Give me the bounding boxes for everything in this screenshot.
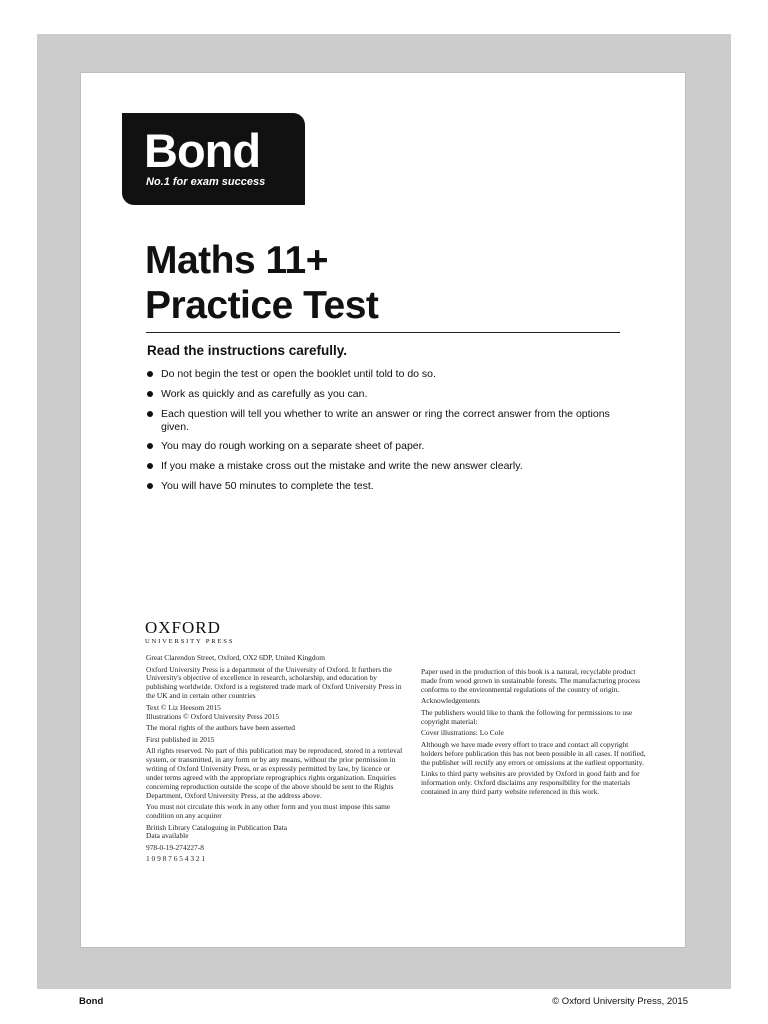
instruction-item: You will have 50 minutes to complete the test. [146,480,616,493]
imprint-moral-rights: The moral rights of the authors have been asserted [146,723,295,733]
imprint-thanks: The publishers would like to thank the following for permissions to use copyright material: [421,707,633,726]
instruction-item: If you make a mistake cross out the mistake and write the new answer clearly. [146,460,616,473]
instruction-item: You may do rough working on a separate sheet of paper. [146,440,616,453]
footer-copyright: © Oxford University Press, 2015 [552,996,688,1007]
logo-tagline: No.1 for exam success [146,176,266,188]
imprint-address: Great Clarendon Street, Oxford, OX2 6DP, United Kingdom [146,653,325,662]
imprint-first-published: First published in 2015 [146,734,215,744]
instruction-item: Do not begin the test or open the booklet until told to do so. [146,368,616,381]
oxford-logo [145,619,234,646]
imprint-rights-reserved: All rights reserved. No part of this publication may be reproduced, stored in a retrieval system, or transmitted, in any form or by any means, without the prior permission in writing of Oxford University Press, or as expressly permitted by law, by licence or under terms agreed with the appropriate reprographics rights organization. Enquiries concerning reproduction outside the scope of the above should be sent to the Rights Department, Oxford University Press, at the address above. [146,746,403,800]
logo-brand: Bond [144,124,261,177]
instruction-item: Each question will tell you whether to write an answer or ring the correct answer from the options given. [146,408,616,434]
imprint-print-line: 1 0 9 8 7 6 5 4 3 2 1 [146,854,206,864]
imprint-left-column [146,654,408,867]
title-line-2: Practice Test [145,284,379,327]
instructions-list [146,368,616,500]
oxford-subname: UNIVERSITY PRESS [145,638,235,645]
imprint-cataloguing: British Library Cataloguing in Publication Data Data available [146,822,288,841]
instructions-heading: Read the instructions carefully. [147,343,348,358]
footer-brand: Bond [79,996,104,1007]
imprint-third-party-links: Links to third party websites are provided by Oxford in good faith and for information only. Oxford disclaims any responsibility for the materials contained in any third party website referenced in this work. [421,769,640,796]
imprint-cover-credit: Cover illustrations: Lo Cole [421,728,504,738]
imprint-copyright-holders: Although we have made every effort to trace and contact all copyright holders before publication this has not been possible in all cases. If notified, the publisher will rectify any errors or omissions at the earliest opportunity. [421,739,646,767]
instruction-item: Work as quickly and as carefully as you can. [146,388,616,401]
imprint-oup-statement: Oxford University Press is a department of the University of Oxford. It furthers the University's objective of excellence in research, scholarship, and education by publishing worldwide. Oxford is a registered trade mark of Oxford University Press in the UK and in certain other countries [146,664,402,701]
bond-logo [122,113,305,205]
imprint-paper: Paper used in the production of this book is a natural, recyclable product made from wood grown in sustainable forests. The manufacturing process conforms to the environmental regulations of the country of origin. [421,667,641,694]
page-title [145,238,378,328]
imprint-acknowledgements-heading: Acknowledgements [421,696,480,706]
oxford-name: OXFORD [145,618,221,637]
imprint-copyright: Text © Liz Heesom 2015 Illustrations © Oxford University Press 2015 [146,702,280,721]
imprint-right-column [421,668,647,799]
title-line-1: Maths 11+ [145,239,329,282]
imprint-circulation: You must not circulate this work in any other form and you must impose this same condition on any acquirer [146,802,391,821]
imprint-isbn: 978-0-19-274227-8 [146,842,204,852]
title-divider [146,332,620,333]
